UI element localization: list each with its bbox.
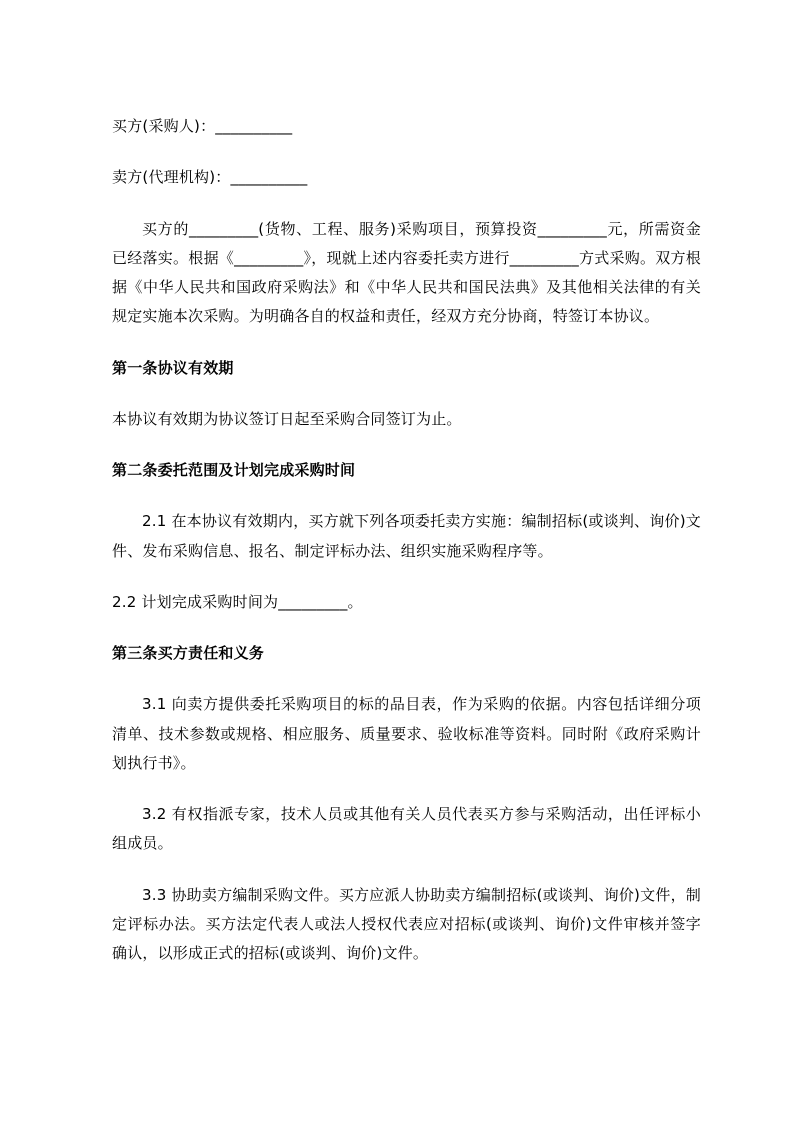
buyer-line: 买方(采购人)：__________ [112, 117, 293, 135]
preamble-paragraph: 买方的_________(货物、工程、服务)采购项目，预算投资_________元，所需资金已经落实。根据《_________》，现就上述内容委托卖方进行_________方式采购。双方根据《中华人民共和国政府采购法》和《中华人民共和国民法典》及其他相关法律的有关规定实施本次采购。为明确各自的权益和责任，经双方充分协商，特签订本协议。 [112, 219, 701, 326]
document-body [112, 112, 701, 968]
clause-2-2-paragraph: 2.2 计划完成采购时间为_________。 [112, 592, 363, 611]
article-1-heading: 第一条协议有效期 [112, 358, 234, 377]
article-3-heading: 第三条买方责任和义务 [112, 644, 265, 662]
clause-2-1-paragraph: 2.1 在本协议有效期内，买方就下列各项委托卖方实施：编制招标(或谈判、询价)文件、发布采购信息、报名、制定评标办法、组织实施采购程序等。 [112, 512, 701, 560]
clause-3-3-paragraph: 3.3 协助卖方编制采购文件。买方应派人协助卖方编制招标(或谈判、询价)文件，制定评标办法。买方法定代表人或法人授权代表应对招标(或谈判、询价)文件审核并签字确认，以形成正式的招标(或谈判、询价)文件。 [112, 885, 701, 962]
article-1-paragraph: 本协议有效期为协议签订日起至采购合同签订为止。 [112, 409, 462, 428]
article-2-heading: 第二条委托范围及计划完成采购时间 [112, 461, 356, 479]
clause-3-1-paragraph: 3.1 向卖方提供委托采购项目的标的品目表，作为采购的依据。内容包括详细分项清单、技术参数或规格、相应服务、质量要求、验收标准等资料。同时附《政府采购计划执行书》。 [112, 695, 701, 772]
seller-line: 卖方(代理机构)：__________ [112, 168, 308, 187]
clause-3-2-paragraph: 3.2 有权指派专家，技术人员或其他有关人员代表买方参与采购活动，出任评标小组成员。 [112, 805, 701, 853]
